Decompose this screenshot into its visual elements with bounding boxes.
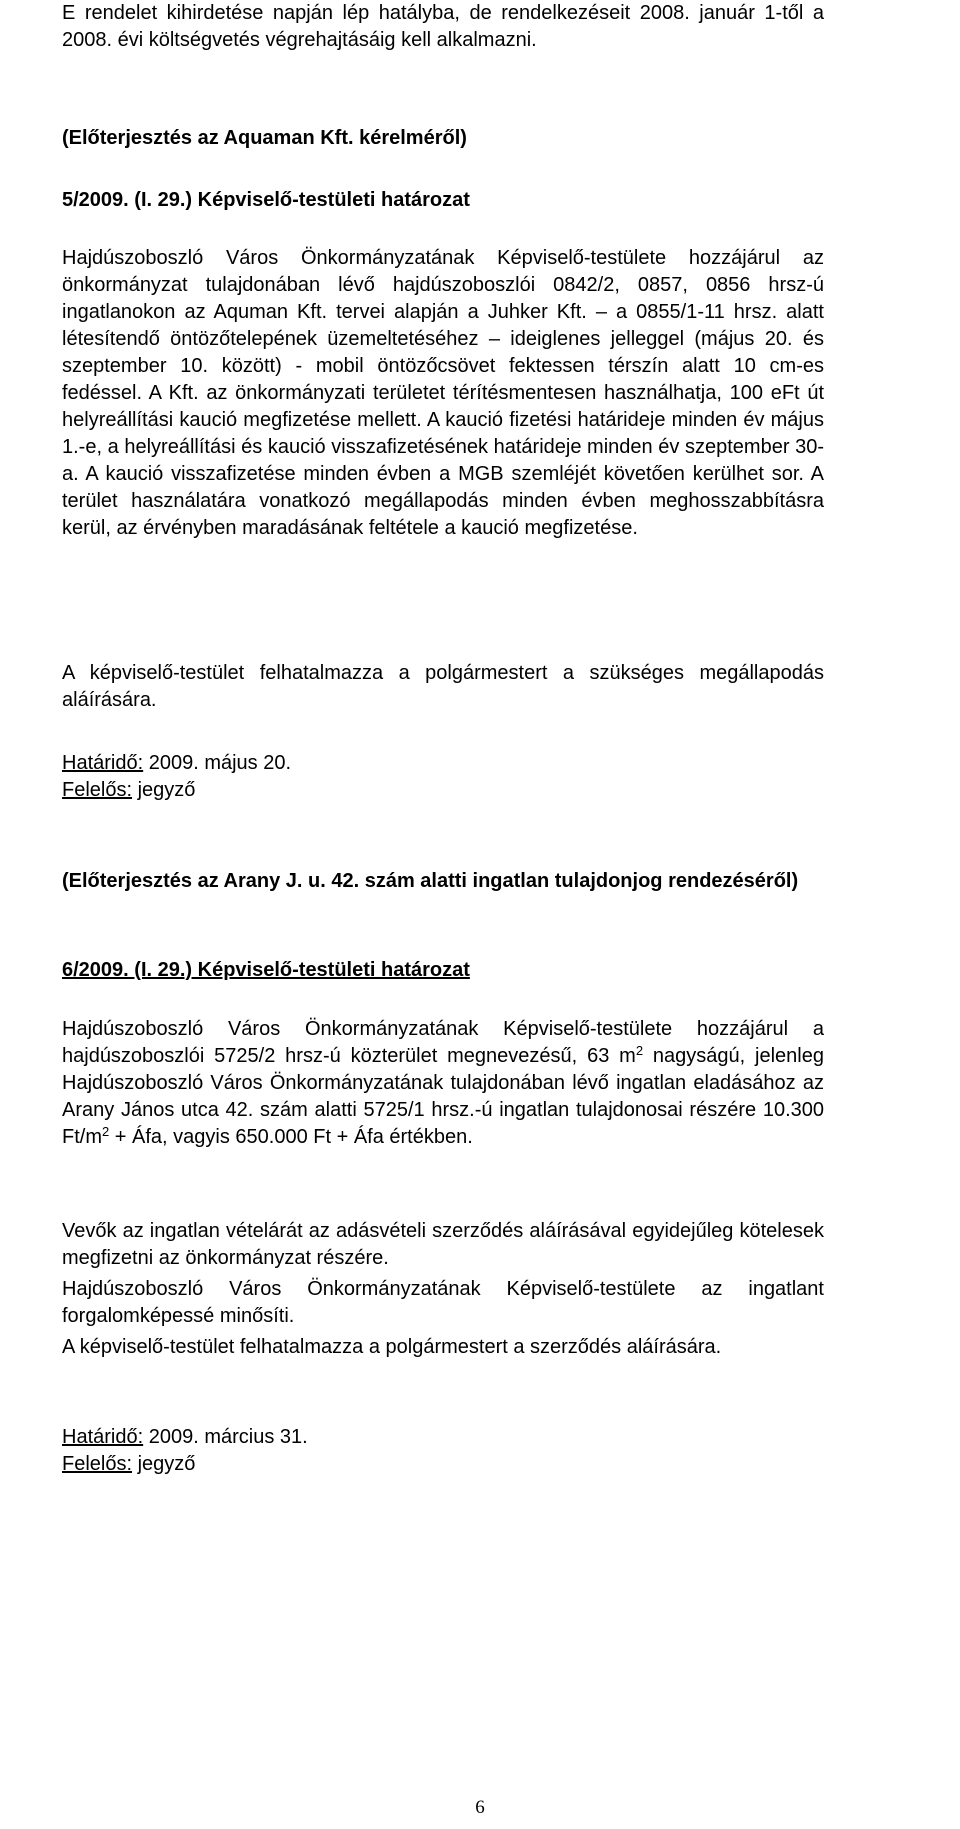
section1-deadline (62, 750, 824, 777)
section2-heading: (Előterjesztés az Arany J. u. 42. szám alatti ingatlan tulajdonjog rendezéséről) (62, 870, 799, 892)
section2-payment-paragraph: Vevők az ingatlan vételárát az adásvételi szerződés aláírásával egyidejűleg kötelesek megfizetni az önkormányzat részére. (62, 1220, 824, 1269)
responsible-label: Felelős: (62, 779, 133, 801)
superscript-2: 2 (635, 1043, 644, 1058)
page-number: 6 (475, 1797, 485, 1818)
section2-responsible (62, 1451, 824, 1478)
section1-resolution-title (62, 187, 824, 214)
responsible-value: jegyző (132, 779, 196, 801)
section2-marketable-paragraph: Hajdúszoboszló Város Önkormányzatának Képviselő-testülete az ingatlant forgalomképessé minősíti. (62, 1278, 824, 1327)
section1-responsible (62, 777, 824, 804)
deadline-value: 2009. március 31. (143, 1426, 308, 1448)
section1-resolution-text: 5/2009. (I. 29.) Képviselő-testületi határozat (62, 189, 470, 211)
superscript-2: 2 (102, 1124, 110, 1139)
section2-body-part3: + Áfa, vagyis 650.000 Ft + Áfa értékben. (109, 1126, 473, 1148)
section2-body-part1: Hajdúszoboszló Város Önkormányzatának Képviselő-testülete hozzájárul a hajdúszoboszlói 5725/2 hrsz-ú közterület megnevezésű, 63 m (62, 1018, 824, 1067)
intro-paragraph: E rendelet kihirdetése napján lép hatályba, de rendelkezéseit 2008. január 1-től a 2008. évi költségvetés végrehajtásáig kell alkalmazni. (62, 2, 824, 51)
section1-authorization: A képviselő-testület felhatalmazza a polgármestert a szükséges megállapodás aláírására. (62, 662, 824, 711)
section2-deadline (62, 1424, 824, 1451)
deadline-label: Határidő: (62, 1426, 144, 1448)
responsible-label: Felelős: (62, 1453, 133, 1475)
section1-heading: (Előterjesztés az Aquaman Kft. kérelméről) (62, 127, 467, 149)
section1-body: Hajdúszoboszló Város Önkormányzatának Képviselő-testülete hozzájárul az önkormányzat tulajdonában lévő hajdúszoboszlói 0842/2, 0857, 0856 hrsz-ú ingatlanokon az Aquman Kft. tervei alapján a Juhker Kft. – a 0855/1-11 hrsz. alatt létesítendő öntözőtelepének üzemeltetéséhez – ideiglenes jelleggel (május 20. és szeptember 10. között) - mobil öntözőcsövet fektessen térszín alatt 10 cm-es fedéssel. A Kft. az önkormányzati területet térítésmentesen használhatja, 100 eFt út helyreállítási kaució megfizetése mellett. A kaució fizetési határideje minden év május 1.-e, a helyreállítási és kaució visszafizetésének határideje minden év szeptember 30-a. A kaució visszafizetése minden évben a MGB szemléjét követően kerülhet sor. A terület használatára vonatkozó megállapodás minden évben meghosszabbításra kerül, az érvényben maradásának feltétele a kaució megfizetése. (62, 247, 824, 539)
section2-resolution-text: 6/2009. (I. 29.) Képviselő-testületi határozat (62, 959, 470, 981)
responsible-value: jegyző (132, 1453, 196, 1475)
section2-resolution-title (62, 957, 824, 984)
section2-body-part2: nagyságú, jelenleg Hajdúszoboszló Város Önkormányzatának tulajdonában lévő ingatlan eladásához az Arany János utca 42. szám alatti 5725/1 hrsz.-ú ingatlan tulajdonosai részére 10.300 Ft/m (62, 1045, 824, 1148)
section2-body (62, 1016, 824, 1151)
deadline-label: Határidő: (62, 752, 144, 774)
section2-authorization: A képviselő-testület felhatalmazza a polgármestert a szerződés aláírására. (62, 1336, 722, 1358)
deadline-value: 2009. május 20. (143, 752, 292, 774)
